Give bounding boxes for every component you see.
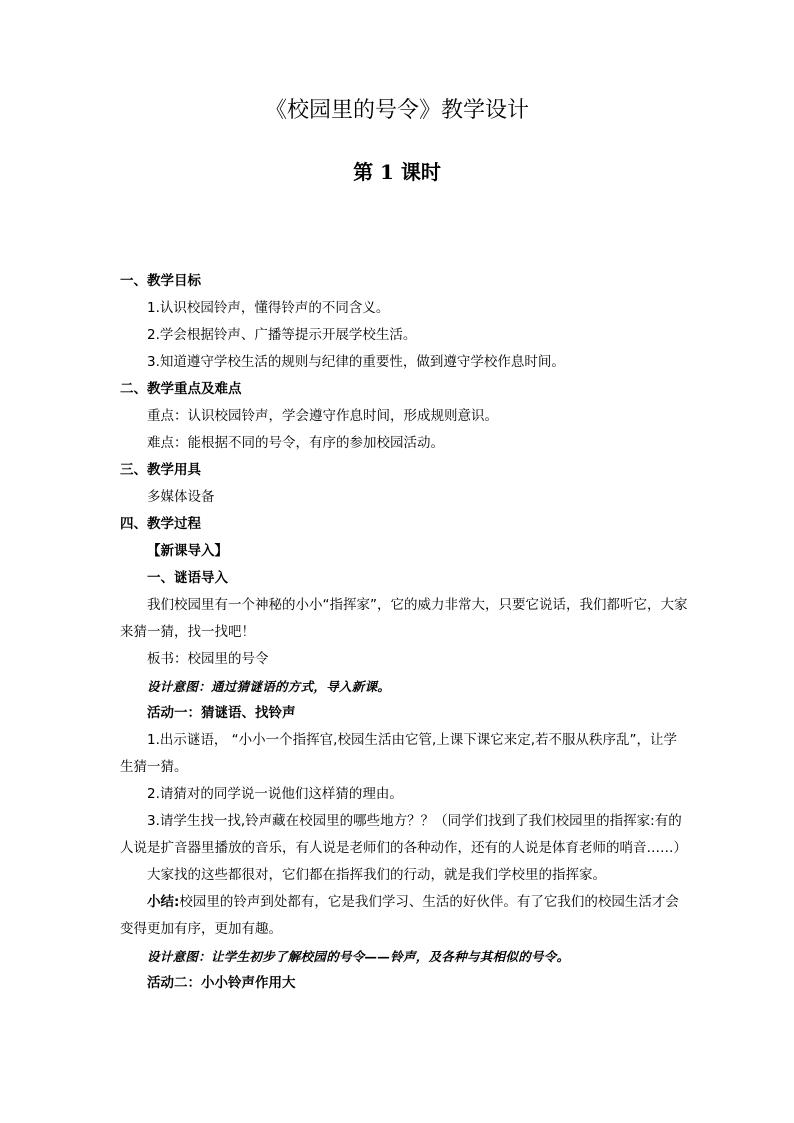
summary-paragraph xyxy=(120,889,690,943)
activity-one-comment: 大家找的这些都很对，它们都在指挥我们的行动，就是我们学校里的指挥家。 xyxy=(147,867,606,883)
activity-one-heading: 活动一：猜谜语、找铃声 xyxy=(147,705,296,721)
activity-one-step: 2.请猜对的同学说一说他们这样猜的理由。 xyxy=(147,786,403,802)
summary-label: 小结: xyxy=(147,894,180,910)
board-note: 板书：校园里的号令 xyxy=(147,651,269,667)
activity-two-heading: 活动二：小小铃声作用大 xyxy=(147,975,296,991)
objective-item: 3.知道遵守学校生活的规则与纪律的重要性，做到遵守学校作息时间。 xyxy=(147,354,565,370)
section-heading-objectives: 一、教学目标 xyxy=(120,273,201,289)
lesson-subtitle: 第 1 课时 xyxy=(353,160,441,184)
objective-item: 2.学会根据铃声、广播等提示开展学校生活。 xyxy=(147,327,417,343)
design-intent-note: 设计意图：通过猜谜语的方式，导入新课。 xyxy=(147,679,391,694)
objective-item: 1.认识校园铃声，懂得铃声的不同含义。 xyxy=(147,300,390,316)
section-heading-tools: 三、教学用具 xyxy=(120,462,201,478)
summary-text: 校园里的铃声到处都有，它是我们学习、生活的好伙伴。有了它我们的校园生活才会变得更加有序，更加有趣。 xyxy=(120,894,679,937)
section-heading-key-points: 二、教学重点及难点 xyxy=(120,381,242,397)
activity-one-step: 3.请学生找一找,铃声藏在校园里的哪些地方？？（同学们找到了我们校园里的指挥家:有的人说是扩音器里播放的音乐，有人说是老师们的各种动作，还有的人说是体育老师的哨音……） xyxy=(120,813,687,856)
document-title: 《校园里的号令》教学设计 xyxy=(264,98,529,123)
riddle-heading: 一、谜语导入 xyxy=(147,570,228,586)
tools-item: 多媒体设备 xyxy=(147,489,215,505)
design-intent-note: 设计意图：让学生初步了解校园的号令——铃声，及各种与其相似的号令。 xyxy=(147,949,570,964)
document-body xyxy=(120,268,690,997)
key-point-item: 重点：认识校园铃声，学会遵守作息时间，形成规则意识。 xyxy=(147,408,498,424)
difficulty-item: 难点：能根据不同的号令，有序的参加校园活动。 xyxy=(147,435,444,451)
section-heading-process: 四、教学过程 xyxy=(120,516,201,532)
riddle-paragraph: 我们校园里有一个神秘的小小“指挥家”，它的威力非常大，只要它说话，我们都听它，大家来猜一猜，找一找吧！ xyxy=(120,597,688,640)
activity-one-step: 1.出示谜语， “小小一个指挥官,校园生活由它管,上课下课它来定,若不服从秩序乱”，让学生猜一猜。 xyxy=(120,732,678,775)
new-lesson-label: 【新课导入】 xyxy=(147,543,228,559)
